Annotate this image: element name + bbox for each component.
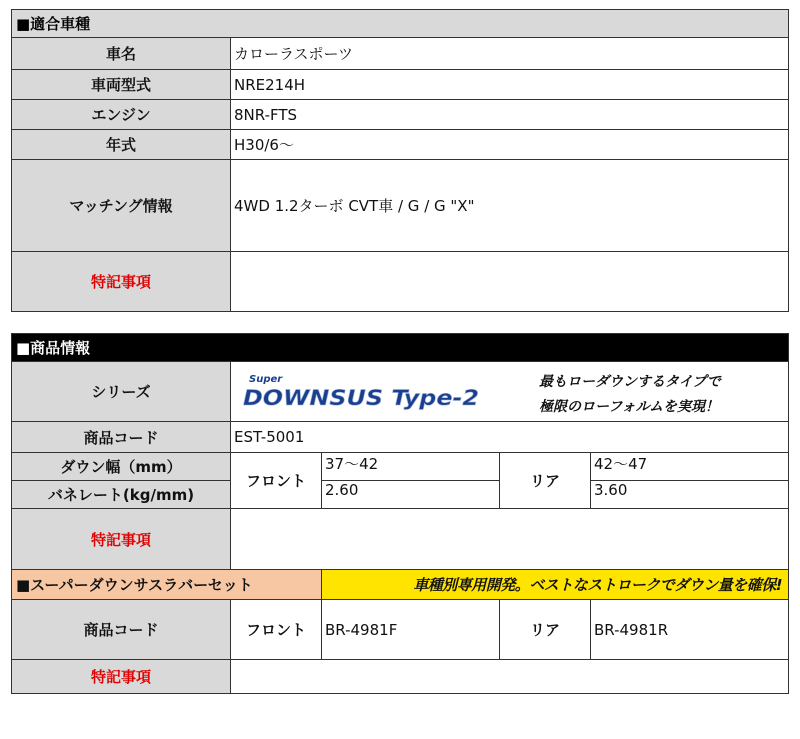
product-notes-label: 特記事項 xyxy=(12,509,231,570)
product-code-value: EST-5001 xyxy=(231,422,789,453)
front-label: フロント xyxy=(231,453,322,509)
rubber-front-label: フロント xyxy=(231,600,322,660)
tagline-line-2: 極限のローフォルムを実現！ xyxy=(539,399,720,415)
model-code-label: 車両型式 xyxy=(12,70,231,100)
rubber-set-header: ■スーパーダウンサスラバーセット xyxy=(12,570,322,600)
matching-label: マッチング情報 xyxy=(12,160,231,252)
spring-rate-label: バネレート(kg/mm) xyxy=(12,481,231,509)
front-down-value: 37〜42 xyxy=(322,453,500,481)
matching-value: 4WD 1.2ターボ CVT車 / G / G "X" xyxy=(231,160,789,252)
front-rate-value: 2.60 xyxy=(322,481,500,509)
svg-text:DOWNSUS Type-2: DOWNSUS Type-2 xyxy=(243,386,479,410)
downsus-type2-logo xyxy=(241,368,491,418)
product-table xyxy=(11,333,789,694)
rubber-notes-value xyxy=(231,660,789,694)
rubber-rear-label: リア xyxy=(500,600,591,660)
svg-text:Super: Super xyxy=(249,374,283,385)
fitment-notes-value xyxy=(231,252,789,312)
rubber-set-banner: 車種別専用開発。ベストなストロークでダウン量を確保! xyxy=(322,570,789,600)
rear-rate-value: 3.60 xyxy=(591,481,789,509)
tagline-line-1: 最もローダウンするタイプで xyxy=(539,374,721,390)
fitment-table xyxy=(11,9,789,312)
product-notes-value xyxy=(231,509,789,570)
engine-value: 8NR-FTS xyxy=(231,100,789,130)
rubber-code-label: 商品コード xyxy=(12,600,231,660)
rear-down-value: 42〜47 xyxy=(591,453,789,481)
fitment-header: ■適合車種 xyxy=(12,10,789,38)
rubber-notes-label: 特記事項 xyxy=(12,660,231,694)
product-code-label: 商品コード xyxy=(12,422,231,453)
rear-label: リア xyxy=(500,453,591,509)
model-code-value: NRE214H xyxy=(231,70,789,100)
year-label: 年式 xyxy=(12,130,231,160)
car-name-value: カローラスポーツ xyxy=(231,38,789,70)
year-value: H30/6〜 xyxy=(231,130,789,160)
car-name-label: 車名 xyxy=(12,38,231,70)
series-tagline xyxy=(539,370,721,420)
series-label: シリーズ xyxy=(12,362,231,422)
product-header: ■商品情報 xyxy=(12,334,789,362)
fitment-notes-label: 特記事項 xyxy=(12,252,231,312)
rubber-rear-value: BR-4981R xyxy=(591,600,789,660)
series-cell xyxy=(231,362,789,422)
rubber-front-value: BR-4981F xyxy=(322,600,500,660)
engine-label: エンジン xyxy=(12,100,231,130)
down-width-label: ダウン幅（mm） xyxy=(12,453,231,481)
